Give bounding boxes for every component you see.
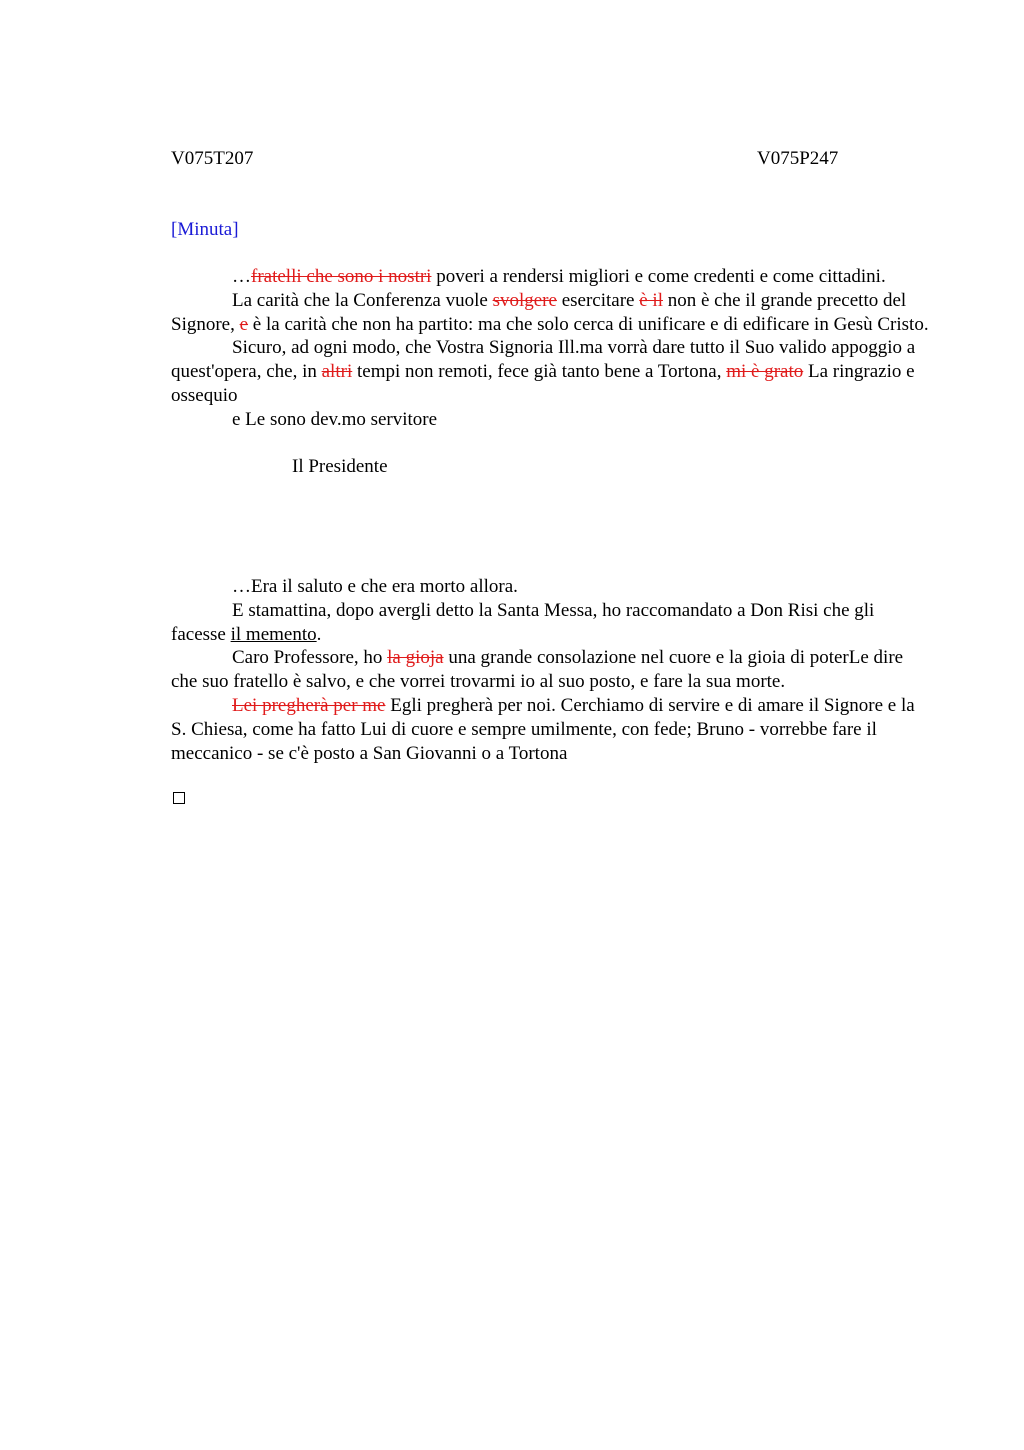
ellipsis: … [232, 266, 251, 287]
paragraph [171, 694, 931, 765]
body-text: poveri a rendersi migliori e come credenti e come cittadini. [431, 266, 886, 287]
deleted-text: è il [639, 289, 663, 311]
body-text: La carità che la Conferenza vuole [232, 289, 493, 311]
letter-draft-1 [171, 265, 931, 479]
deleted-text: svolgere [492, 289, 557, 311]
body-text: Egli pregherà per noi. Cerchiamo di servire e di amare il Signore e la S. Chiesa, come ha fatto Lui di cuore e sempre umilmente, con fede; Bruno - vorrebbe fare il meccanico - se c'è posto a San Giovanni o a Tortona [171, 694, 915, 764]
section-label-minuta: [Minuta] [171, 219, 239, 240]
body-text: . [316, 623, 322, 645]
letter-draft-2 [171, 575, 931, 765]
deleted-text: la gioja [387, 647, 444, 669]
body-text: E stamattina, dopo avergli detto la Santa Messa, ho raccomandato a Don Risi che gli facesse [171, 599, 875, 645]
paragraph [171, 265, 931, 289]
body-text: Caro Professore, ho [232, 647, 388, 669]
paragraph [171, 646, 931, 694]
body-text: non è che il grande precetto del Signore, [171, 289, 907, 335]
underlined-text: il memento [230, 623, 317, 645]
deleted-text: altri [321, 361, 353, 383]
deleted-text: Lei pregherà per me [232, 694, 386, 716]
deleted-text: fratelli che sono i nostri [251, 266, 432, 287]
square-outline-icon [173, 792, 185, 804]
paragraph [171, 336, 931, 407]
archive-code-left: V075T207 [171, 148, 254, 169]
paragraph [171, 289, 931, 337]
deleted-text: mi è grato [726, 361, 804, 383]
signature: Il Presidente [292, 456, 388, 478]
paragraph: …Era il saluto e che era morto allora. [232, 576, 518, 597]
paragraph [171, 599, 931, 647]
body-text: Sicuro, ad ogni modo, che Vostra Signoria Ill.ma vorrà dare tutto il Suo valido appoggio a quest'opera, che, in [171, 337, 916, 383]
deleted-text: e [239, 313, 249, 335]
body-text: è la carità che non ha partito: ma che solo cerca di unificare e di edificare in Gesù Cristo. [248, 313, 929, 335]
body-text: tempi non remoti, fece già tanto bene a Tortona, [352, 361, 727, 383]
closing-line: e Le sono dev.mo servitore [232, 408, 438, 430]
archive-code-right: V075P247 [757, 148, 839, 169]
body-text: esercitare [556, 289, 640, 311]
body-text: una grande consolazione nel cuore e la gioia di poterLe dire che suo fratello è salvo, e che vorrei trovarmi io al suo posto, e fare la sua morte. [171, 647, 904, 693]
body-text: La ringrazio e ossequio [171, 361, 915, 406]
